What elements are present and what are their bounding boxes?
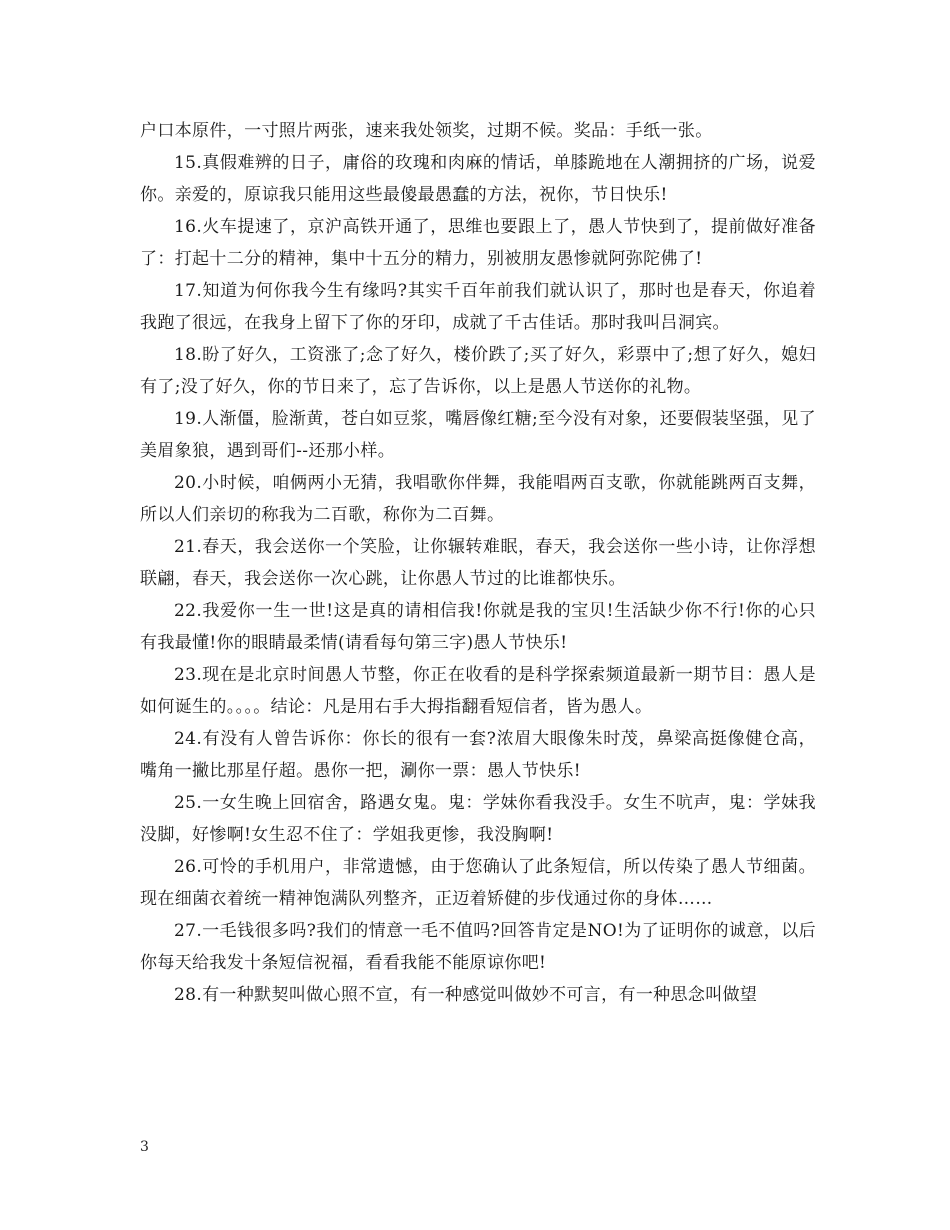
paragraph: 16.火车提速了，京沪高铁开通了，思维也要跟上了，愚人节快到了，提前做好准备了：打起十二分的精神，集中十五分的精力，别被朋友愚惨就阿弥陀佛了! (140, 217, 816, 269)
paragraph: 21.春天，我会送你一个笑脸，让你辗转难眠，春天，我会送你一些小诗，让你浮想联翩，春天，我会送你一次心跳，让你愚人节过的比谁都快乐。 (140, 537, 816, 589)
paragraph: 23.现在是北京时间愚人节整，你正在收看的是科学探索频道最新一期节目：愚人是如何诞生的。。。。结论：凡是用右手大拇指翻看短信者，皆为愚人。 (140, 665, 816, 717)
page-number: 3 (140, 1139, 149, 1155)
paragraph: 28.有一种默契叫做心照不宣，有一种感觉叫做妙不可言，有一种思念叫做望 (174, 985, 758, 1005)
paragraph: 19.人渐僵，脸渐黄，苍白如豆浆，嘴唇像红糖;至今没有对象，还要假装坚强，见了美眉象狼，遇到哥们--还那小样。 (140, 409, 816, 461)
document-body (140, 115, 816, 1011)
paragraph: 24.有没有人曾告诉你：你长的很有一套?浓眉大眼像朱时茂，鼻梁高挺像健仓高，嘴角一撇比那星仔超。愚你一把，涮你一票：愚人节快乐! (140, 729, 816, 781)
paragraph: 22.我爱你一生一世!这是真的请相信我!你就是我的宝贝!生活缺少你不行!你的心只有我最懂!你的眼睛最柔情(请看每句第三字)愚人节快乐! (140, 601, 816, 653)
paragraph: 17.知道为何你我今生有缘吗?其实千百年前我们就认识了，那时也是春天，你追着我跑了很远，在我身上留下了你的牙印，成就了千古佳话。那时我叫吕洞宾。 (140, 281, 816, 333)
paragraph: 27.一毛钱很多吗?我们的情意一毛不值吗?回答肯定是NO!为了证明你的诚意，以后你每天给我发十条短信祝福，看看我能不能原谅你吧! (140, 921, 816, 973)
paragraph: 25.一女生晚上回宿舍，路遇女鬼。鬼：学妹你看我没手。女生不吭声，鬼：学妹我没脚，好惨啊!女生忍不住了：学姐我更惨，我没胸啊! (140, 793, 816, 845)
paragraph: 户口本原件，一寸照片两张，速来我处领奖，过期不候。奖品：手纸一张。 (140, 121, 713, 141)
paragraph: 18.盼了好久，工资涨了;念了好久，楼价跌了;买了好久，彩票中了;想了好久，媳妇有了;没了好久，你的节日来了，忘了告诉你，以上是愚人节送你的礼物。 (140, 345, 816, 397)
paragraph: 15.真假难辨的日子，庸俗的玫瑰和肉麻的情话，单膝跪地在人潮拥挤的广场，说爱你。亲爱的，原谅我只能用这些最傻最愚蠢的方法，祝你，节日快乐! (140, 153, 816, 205)
paragraph: 26.可怜的手机用户，非常遗憾，由于您确认了此条短信，所以传染了愚人节细菌。现在细菌衣着统一精神饱满队列整齐，正迈着矫健的步伐通过你的身体…… (140, 857, 816, 909)
paragraph: 20.小时候，咱俩两小无猜，我唱歌你伴舞，我能唱两百支歌，你就能跳两百支舞，所以人们亲切的称我为二百歌，称你为二百舞。 (140, 473, 816, 525)
